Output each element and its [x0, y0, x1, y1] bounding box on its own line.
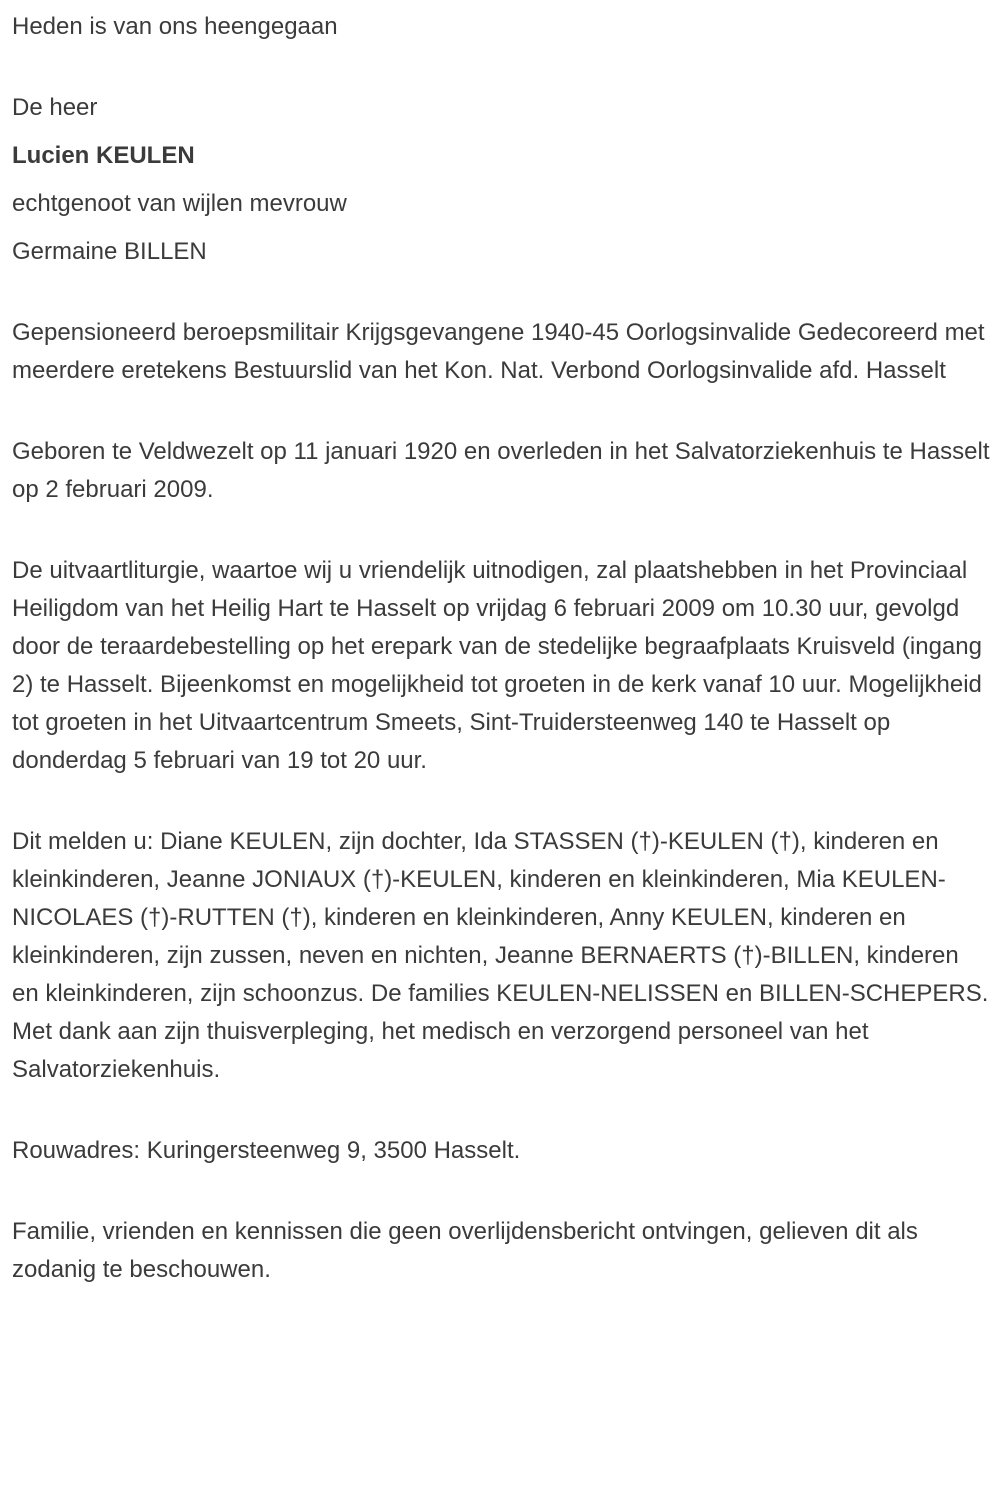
spouse-name: Germaine BILLEN	[12, 238, 207, 265]
birth-death-paragraph: Geboren te Veldwezelt op 11 januari 1920 en overleden in het Salvatorziekenhuis te Hasselt op 2 februari 2009.	[12, 438, 990, 503]
family-notice-paragraph: Dit melden u: Diane KEULEN, zijn dochter, Ida STASSEN (†)-KEULEN (†), kinderen en kleinkinderen, Jeanne JONIAUX (†)-KEULEN, kinderen en kleinkinderen, Mia KEULEN-NICOLAES (†)-RUTTEN (†), kinderen en kleinkinderen, Anny KEULEN, kinderen en kleinkinderen, zijn zussen, neven en nichten, Jeanne BERNAERTS (†)-BILLEN, kinderen en kleinkinderen, zijn schoonzus. De families KEULEN-NELISSEN en BILLEN-SCHEPERS. Met dank aan zijn thuisverpleging, het medisch en verzorgend personeel van het Salvatorziekenhuis.	[12, 828, 989, 1083]
deceased-name: Lucien KEULEN	[12, 142, 195, 169]
salutation: De heer	[12, 94, 98, 121]
spouse-intro: echtgenoot van wijlen mevrouw	[12, 190, 347, 217]
service-details-paragraph: De uitvaartliturgie, waartoe wij u vriendelijk uitnodigen, zal plaatshebben in het Provinciaal Heiligdom van het Heilig Hart te Hasselt op vrijdag 6 februari 2009 om 10.30 uur, gevolgd door de teraardebestelling op het erepark van de stedelijke begraafplaats Kruisveld (ingang 2) te Hasselt. Bijeenkomst en mogelijkheid tot groeten in de kerk vanaf 10 uur. Mogelijkheid tot groeten in het Uitvaartcentrum Smeets, Sint-Truidersteenweg 140 te Hasselt op donderdag 5 februari van 19 tot 20 uur.	[12, 557, 982, 774]
opening-line: Heden is van ons heengegaan	[12, 13, 338, 40]
honors-paragraph: Gepensioneerd beroepsmilitair Krijgsgevangene 1940-45 Oorlogsinvalide Gedecoreerd met meerdere eretekens Bestuurslid van het Kon. Nat. Verbond Oorlogsinvalide afd. Hasselt	[12, 319, 985, 384]
closing-notice-paragraph: Familie, vrienden en kennissen die geen overlijdensbericht ontvingen, gelieven dit als zodanig te beschouwen.	[12, 1218, 918, 1283]
mourning-address-line: Rouwadres: Kuringersteenweg 9, 3500 Hasselt.	[12, 1137, 521, 1164]
